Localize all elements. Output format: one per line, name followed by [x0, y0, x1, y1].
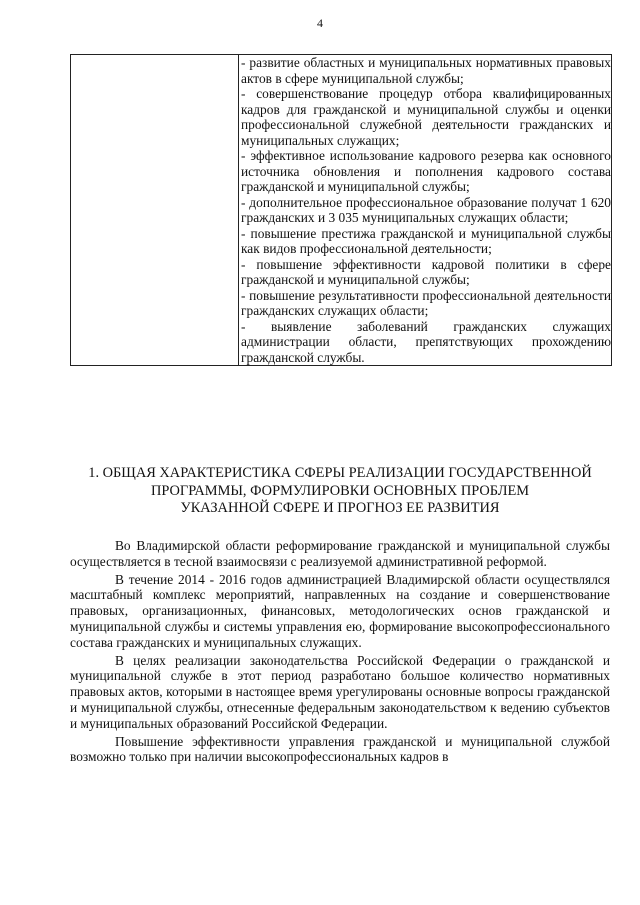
paragraph: В целях реализации законодательства Российской Федерации о гражданской и муниципальной службе в этот период разработано большое количество нормативных правовых актов, которыми в настоящее время урегулированы основные вопросы гражданской и муниципальной службы, отнесенные федеральным законодательством к ведению субъектов и муниципальных образований Российской Федерации.	[70, 652, 610, 731]
list-item: - повышение эффективности кадровой политики в сфере гражданской и муниципальной службы;	[241, 256, 611, 287]
paragraph: В течение 2014 - 2016 годов администрацией Владимирской области осуществлялся масштабный комплекс мероприятий, направленных на создание и совершенствование правовых, организационных, финансовых, методологических основ гражданской и муниципальной службы и системы управления ею, формирование высокопрофессионального состава гражданских и муниципальных служащих.	[70, 571, 610, 650]
section-title	[70, 465, 610, 518]
goals-table	[70, 54, 612, 366]
list-item: - развитие областных и муниципальных нормативных правовых актов в сфере муниципальной службы;	[241, 55, 611, 86]
list-item: - повышение результативности профессиональной деятельности гражданских служащих области;	[241, 287, 611, 318]
section-body	[70, 538, 610, 767]
section-title-line: УКАЗАННОЙ СФЕРЕ И ПРОГНОЗ ЕЕ РАЗВИТИЯ	[180, 500, 500, 516]
section-title-line: 1. ОБЩАЯ ХАРАКТЕРИСТИКА СФЕРЫ РЕАЛИЗАЦИИ ГОСУДАРСТВЕННОЙ	[88, 465, 592, 481]
list-item: - выявление заболеваний гражданских служащих администрации области, препятствующих прохождению гражданской службы.	[241, 318, 611, 365]
list-item: - повышение престижа гражданской и муниципальной службы как видов профессиональной деятельности;	[241, 225, 611, 256]
list-item: - дополнительное профессиональное образование получат 1 620 гражданских и 3 035 муниципальных служащих области;	[241, 194, 611, 225]
table-left-cell	[71, 55, 239, 365]
list-item: - эффективное использование кадрового резерва как основного источника обновления и пополнения кадрового состава гражданской и муниципальной службы;	[241, 148, 611, 194]
page-number: 4	[317, 16, 323, 30]
list-item: - совершенствование процедур отбора квалифицированных кадров для гражданской и муниципальной службы и оценки профессиональной служебной деятельности гражданских и муниципальных служащих;	[241, 86, 611, 148]
table-right-cell	[239, 55, 611, 365]
section-title-line: ПРОГРАММЫ, ФОРМУЛИРОВКИ ОСНОВНЫХ ПРОБЛЕМ	[150, 482, 530, 499]
paragraph: Повышение эффективности управления гражданской и муниципальной службой возможно только при наличии высокопрофессиональных кадров в	[70, 733, 610, 765]
paragraph: Во Владимирской области реформирование гражданской и муниципальной службы осуществляется в тесной взаимосвязи с реализуемой административной реформой.	[70, 538, 610, 569]
